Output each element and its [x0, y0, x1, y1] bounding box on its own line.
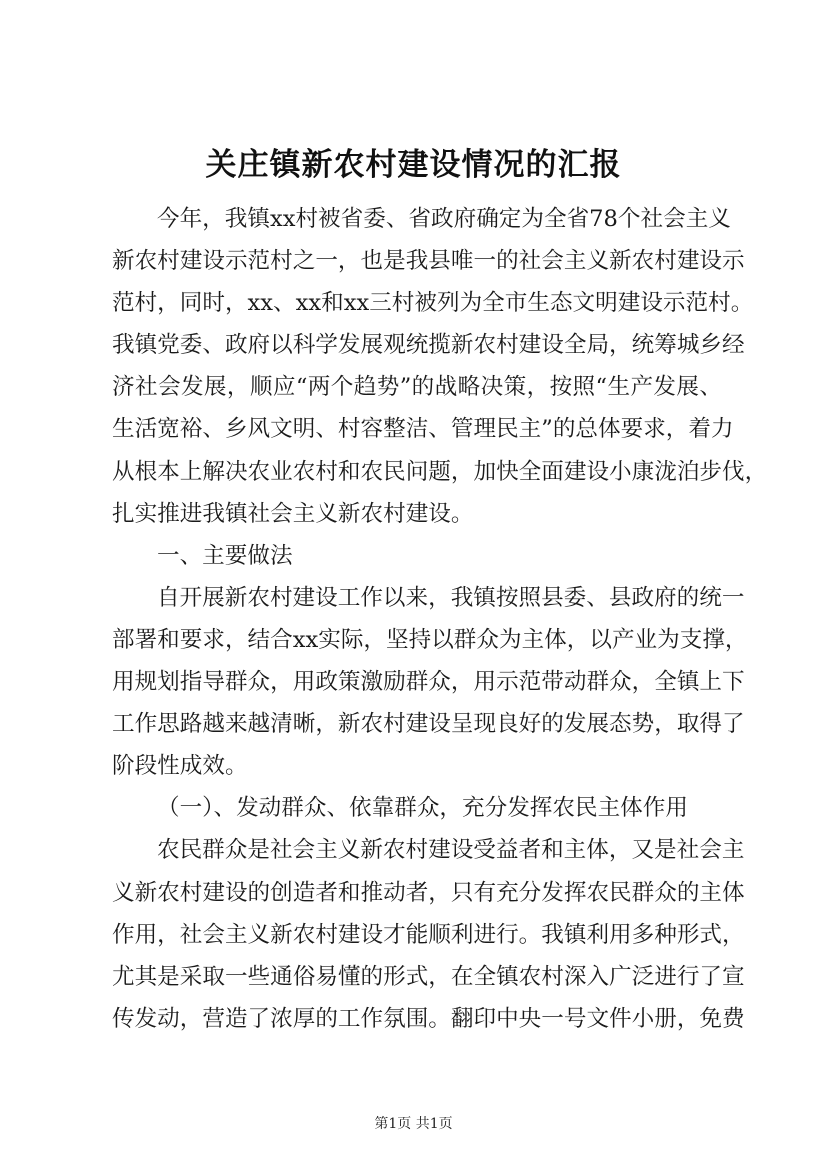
paragraph-line: 扎实推进我镇社会主义新农村建设。 [112, 500, 474, 527]
paragraph-line: 阶段性成效。 [112, 753, 248, 780]
paragraph-line: 新农村建设示范村之一，也是我县唯一的社会主义新农村建设示 [112, 248, 745, 275]
paragraph-line: 济社会发展，顺应“两个趋势”的战略决策，按照“生产发展、 [112, 374, 722, 401]
page-number-footer: 第1页 共1页 [374, 1116, 453, 1132]
paragraph-line: 从根本上解决农业农村和农民问题，加快全面建设小康泷泊步伐， [112, 458, 768, 485]
paragraph-line: 今年，我镇xx村被省委、省政府确定为全省78个社会主义 [157, 206, 731, 232]
document-body [112, 198, 768, 1040]
document-title: 关庄镇新农村建设情况的汇报 [205, 147, 622, 183]
paragraph-line: 农民群众是社会主义新农村建设受益者和主体，又是社会主 [157, 837, 745, 864]
paragraph-line: 传发动，营造了浓厚的工作氛围。翻印中央一号文件小册，免费 [112, 1005, 745, 1032]
paragraph-line: 尤其是采取一些通俗易懂的形式，在全镇农村深入广泛进行了宣 [112, 963, 745, 990]
subsection-heading: （一）、发动群众、依靠群众，充分发挥农民主体作用 [157, 795, 688, 822]
paragraph-line: 义新农村建设的创造者和推动者，只有充分发挥农民群众的主体 [112, 879, 745, 906]
paragraph-line: 作用，社会主义新农村建设才能顺利进行。我镇利用多种形式， [112, 921, 745, 948]
paragraph-line: 范村，同时，xx、xx和xx三村被列为全市生态文明建设示范村。 [112, 290, 754, 317]
paragraph-line: 我镇党委、政府以科学发展观统揽新农村建设全局，统筹城乡经 [112, 332, 745, 359]
paragraph-line: 用规划指导群众，用政策激励群众，用示范带动群众，全镇上下 [112, 669, 745, 696]
paragraph-line: 工作思路越来越清晰，新农村建设呈现良好的发展态势，取得了 [112, 711, 745, 738]
section-heading: 一、主要做法 [157, 542, 293, 569]
paragraph-line: 自开展新农村建设工作以来，我镇按照县委、县政府的统一 [157, 584, 745, 611]
paragraph-line: 生活宽裕、乡风文明、村容整洁、管理民主”的总体要求，着力 [112, 416, 734, 443]
paragraph-line: 部署和要求，结合xx实际，坚持以群众为主体，以产业为支撑， [112, 626, 748, 653]
